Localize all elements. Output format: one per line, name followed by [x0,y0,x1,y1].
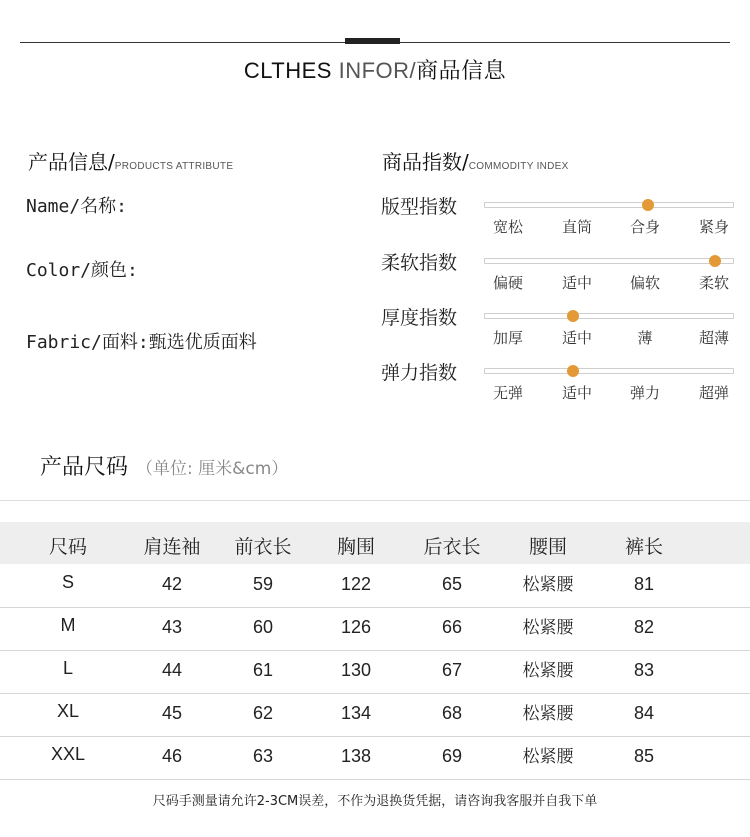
index-label: 柔软指数 [381,252,458,274]
size-divider [0,500,750,501]
size-table-cell: 82 [633,617,655,637]
size-table-row [0,693,750,737]
size-table-cell: 松紧腰 [522,704,574,724]
index-tick-label: 合身 [629,218,660,236]
size-table-cell: 83 [633,660,655,680]
index-tick-label: 适中 [561,274,592,292]
size-table-cell: 66 [441,617,463,637]
size-unit: （单位: 厘米&cm） [136,459,289,479]
size-title-text: 产品尺码 [40,455,129,480]
index-tick-label: 加厚 [492,329,523,347]
index-track [484,313,734,319]
index-tick-label: 超薄 [698,329,729,347]
index-level-dot [567,310,579,322]
index-tick-label: 适中 [561,384,592,402]
index-level-dot [642,199,654,211]
size-header-cell: 腰围 [528,536,567,558]
index-track [484,368,734,374]
index-label: 厚度指数 [381,307,458,329]
size-table-cell: 84 [633,703,655,723]
index-level-dot [709,255,721,267]
size-table-cell: 松紧腰 [522,575,574,595]
size-table-row [0,607,750,651]
index-tick-label: 柔软 [698,274,729,292]
index-tick-label: 偏硬 [492,274,523,292]
index-tick-label: 适中 [561,329,592,347]
size-table-cell: 126 [340,617,372,637]
header-accent-bar [345,38,400,44]
size-table-cell: 60 [252,617,274,637]
size-table-cell: XL [56,701,80,721]
size-table-cell: 67 [441,660,463,680]
size-table-cell: M [60,615,76,635]
size-header-cell: 前衣长 [234,536,292,558]
size-header-cell: 裤长 [624,536,663,558]
size-table-row [0,564,750,608]
title-bold: CLTHES [243,58,332,83]
index-label: 弹力指数 [381,362,458,384]
attributes-title [28,146,233,175]
size-table-cell: S [61,572,74,592]
size-table-cell: 松紧腰 [522,618,574,638]
size-title [40,450,288,481]
attr-name-label: Name/名称: [26,196,128,217]
size-table-cell: 68 [441,703,463,723]
index-tick-label: 紧身 [698,218,729,236]
size-table-cell: 85 [633,746,655,766]
attr-fabric [26,328,257,354]
size-table-cell: 46 [161,746,183,766]
size-table-cell: 43 [161,617,183,637]
index-tick-label: 直筒 [561,218,592,236]
size-table-cell: 122 [340,574,372,594]
attr-name [26,192,127,218]
size-table-cell: 65 [441,574,463,594]
size-footnote: 尺码手测量请允许2-3CM误差，不作为退换货凭据，请咨询我客服并自我下单 [152,794,598,809]
index-title-en: COMMODITY INDEX [468,161,569,172]
size-table-row [0,650,750,694]
attr-color-label: Color/颜色: [26,260,138,281]
attr-fabric-value: 甄选优质面料 [148,332,257,353]
index-tick-label: 偏软 [629,274,660,292]
title-light: INFOR/ [331,58,417,83]
index-level-dot [567,365,579,377]
size-table-cell: 61 [252,660,274,680]
index-label: 版型指数 [381,196,458,218]
size-table-header [0,522,750,564]
size-header-cell: 胸围 [336,536,375,558]
size-table-cell: 138 [340,746,372,766]
index-tick-label: 宽松 [492,218,523,236]
index-tick-label: 无弹 [492,384,523,402]
size-table-cell: 81 [633,574,655,594]
size-table-row [0,736,750,780]
index-tick-label: 弹力 [629,384,660,402]
index-tick-label: 超弹 [698,384,729,402]
size-table-cell: 130 [340,660,372,680]
index-track [484,258,734,264]
size-table-cell: 59 [252,574,274,594]
size-table-cell: 44 [161,660,183,680]
size-table-cell: 42 [161,574,183,594]
size-table-cell: 45 [161,703,183,723]
size-table-cell: 134 [340,703,372,723]
size-table-cell: 松紧腰 [522,747,574,767]
title-cn: 商品信息 [416,59,507,84]
index-tick-label: 薄 [637,329,653,347]
page-title [0,54,750,85]
size-header-cell: 后衣长 [423,536,481,558]
size-table-cell: L [62,658,73,678]
index-title [382,146,569,175]
attr-fabric-label: Fabric/面料: [26,332,149,353]
size-header-cell: 肩连袖 [143,536,201,558]
size-header-cell: 尺码 [48,536,87,558]
size-table-cell: 62 [252,703,274,723]
attr-color [26,256,138,282]
size-table-cell: 69 [441,746,463,766]
size-table-cell: 松紧腰 [522,661,574,681]
index-title-cn: 商品指数/ [382,150,469,174]
attributes-title-cn: 产品信息/ [28,150,115,174]
attributes-title-en: PRODUCTS ATTRIBUTE [114,161,234,172]
size-table-cell: XXL [50,744,86,764]
size-table-cell: 63 [252,746,274,766]
index-track [484,202,734,208]
